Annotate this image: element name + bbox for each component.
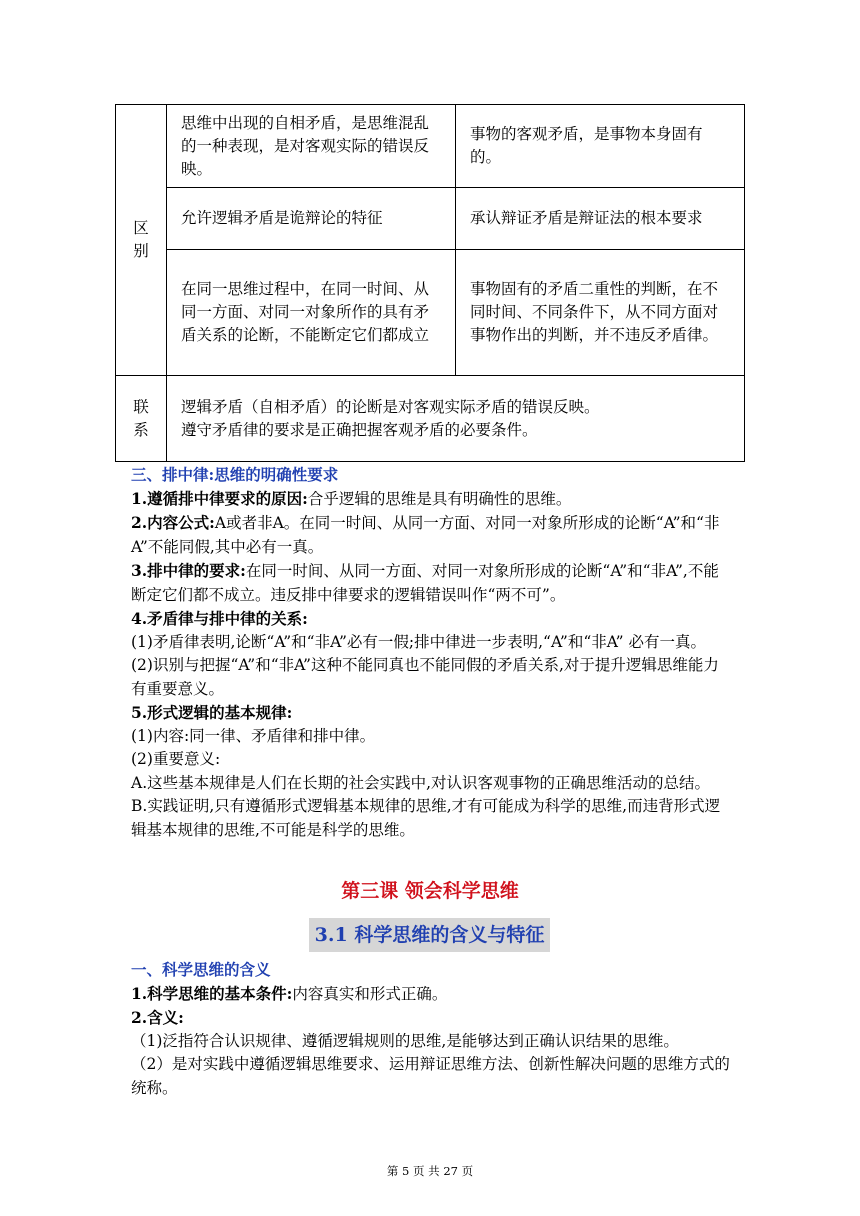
section1-body: [131, 958, 731, 1100]
link-line: 遵守矛盾律的要求是正确把握客观矛盾的必要条件。: [181, 420, 538, 439]
paragraph-label: 5.形式逻辑的基本规律:: [131, 703, 293, 722]
paragraph: 1.科学思维的基本条件:内容真实和形式正确。: [131, 983, 448, 1003]
page-footer: 第 5 页 共 27 页: [386, 1164, 474, 1178]
table-cell: 在同一思维过程中，在同一时间、从同一方面、对同一对象所作的具有矛盾关系的论断，不能断定它们都成立: [167, 250, 456, 376]
section-heading: 三、排中律:思维的明确性要求: [131, 465, 339, 484]
section3-body: [131, 463, 731, 842]
table-cell: 事物的客观矛盾，是事物本身固有的。: [456, 105, 745, 188]
table-cell: 事物固有的矛盾二重性的判断，在不同时间、不同条件下，从不同方面对事物作出的判断，并不违反矛盾律。: [456, 250, 745, 376]
paragraph: B.实践证明,只有遵循形式逻辑基本规律的思维,才有可能成为科学的思维,而违背形式逻辑基本规律的思维,不可能是科学的思维。: [131, 797, 721, 839]
table-cell: 思维中出现的自相矛盾，是思维混乱的一种表现，是对客观实际的错误反映。: [167, 105, 456, 188]
paragraph: (1)内容:同一律、矛盾律和排中律。: [131, 726, 376, 745]
link-line: 逻辑矛盾（自相矛盾）的论断是对客观实际矛盾的错误反映。: [181, 397, 600, 416]
table-cell: 承认辩证矛盾是辩证法的根本要求: [456, 188, 745, 250]
paragraph: (2)重要意义:: [131, 750, 221, 768]
paragraph: 3.排中律的要求:在同一时间、从同一方面、对同一对象所形成的论断“A”和“非A”,不能断定它们都不成立。违反排中律要求的逻辑错误叫作“两不可”。: [131, 561, 719, 604]
lesson-title: 第三课 领会科学思维: [341, 880, 519, 902]
lesson-subtitle: 3.1 科学思维的含义与特征: [309, 918, 550, 952]
table-cell: 允许逻辑矛盾是诡辩论的特征: [167, 188, 456, 250]
diff-label: 区别: [133, 219, 149, 260]
link-label-cell: [116, 376, 167, 462]
paragraph-label: 2.含义:: [131, 1008, 184, 1027]
paragraph-label: 4.矛盾律与排中律的关系:: [131, 609, 308, 628]
paragraph: 1.遵循排中律要求的原因:合乎逻辑的思维是具有明确性的思维。: [131, 488, 572, 508]
paragraph: (1)矛盾律表明,论断“A”和“非A”必有一假;排中律进一步表明,“A”和“非A” 必有一真。: [131, 632, 707, 651]
diff-label-cell: [116, 105, 167, 376]
paragraph: (2)识别与把握“A”和“非A”这种不能同真也不能同假的矛盾关系,对于提升逻辑思维能力有重要意义。: [131, 656, 719, 698]
paragraph: 2.内容公式:A或者非A。在同一时间、从同一方面、对同一对象所形成的论断“A”和“非A”不能同假,其中必有一真。: [131, 513, 720, 556]
link-cell: [167, 376, 745, 462]
comparison-table: [115, 104, 745, 462]
link-label: 联系: [133, 397, 149, 439]
paragraph: （2）是对实践中遵循逻辑思维要求、运用辩证思维方法、创新性解决问题的思维方式的统称。: [131, 1055, 730, 1097]
paragraph: （1)泛指符合认识规律、遵循逻辑规则的思维,是能够达到正确认识结果的思维。: [131, 1031, 679, 1050]
section-heading: 一、科学思维的含义: [131, 960, 271, 979]
paragraph: A.这些基本规律是人们在长期的社会实践中,对认识客观事物的正确思维活动的总结。: [131, 773, 711, 792]
